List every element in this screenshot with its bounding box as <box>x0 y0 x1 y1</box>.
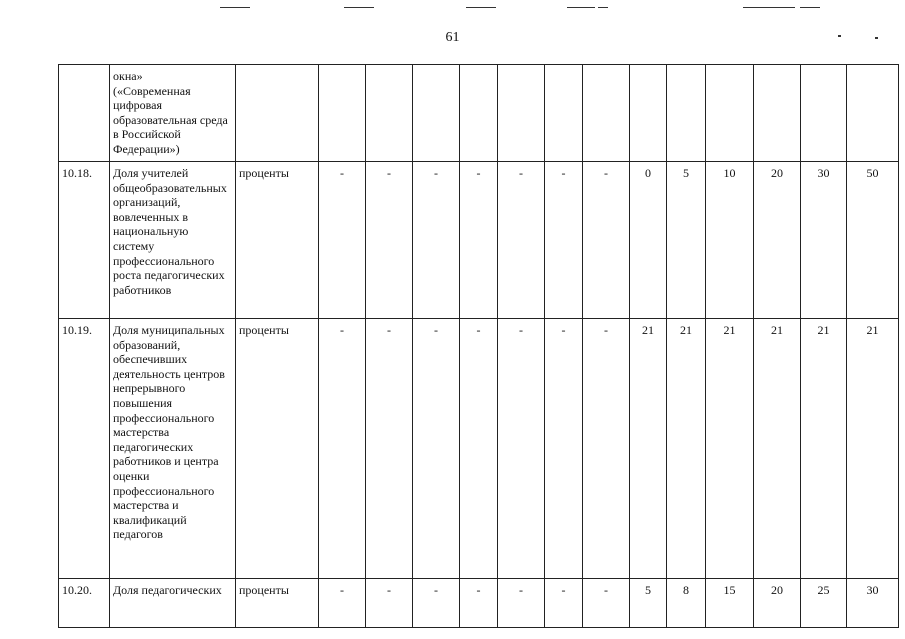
value-cell <box>319 65 366 162</box>
value-cell <box>460 65 498 162</box>
value-cell: 15 <box>706 579 754 628</box>
value-cell: 20 <box>754 579 801 628</box>
indicator-name: окна» («Современная цифровая образовательная среда в Российской Федерации») <box>110 65 236 162</box>
value-cell: 20 <box>754 162 801 319</box>
value-cell: - <box>460 579 498 628</box>
unit-cell: проценты <box>236 319 319 579</box>
row-number: 10.19. <box>59 319 110 579</box>
value-cell: - <box>460 319 498 579</box>
value-cell <box>706 65 754 162</box>
value-cell <box>754 65 801 162</box>
value-cell: - <box>545 579 583 628</box>
value-cell: 0 <box>630 162 667 319</box>
value-cell: 5 <box>667 162 706 319</box>
row-number: 10.18. <box>59 162 110 319</box>
indicator-table <box>58 64 899 628</box>
value-cell: - <box>366 162 413 319</box>
value-cell: 21 <box>667 319 706 579</box>
indicator-name: Доля учителей общеобразовательных организаций, вовлеченных в национальную систему профессионального роста педагогических работников <box>110 162 236 319</box>
value-cell: 30 <box>801 162 847 319</box>
value-cell: - <box>498 579 545 628</box>
value-cell: - <box>498 319 545 579</box>
table-body <box>59 65 899 628</box>
table-row <box>59 162 899 319</box>
value-cell: - <box>319 162 366 319</box>
value-cell: 50 <box>847 162 899 319</box>
value-cell: 8 <box>667 579 706 628</box>
value-cell: 21 <box>706 319 754 579</box>
top-rule <box>220 7 250 8</box>
top-rule <box>344 7 374 8</box>
value-cell: 30 <box>847 579 899 628</box>
indicator-name: Доля педагогических <box>110 579 236 628</box>
value-cell: - <box>460 162 498 319</box>
unit-cell: проценты <box>236 579 319 628</box>
unit-cell <box>236 65 319 162</box>
value-cell: 21 <box>847 319 899 579</box>
value-cell: - <box>545 319 583 579</box>
value-cell <box>413 65 460 162</box>
value-cell: 25 <box>801 579 847 628</box>
value-cell: - <box>583 579 630 628</box>
value-cell: - <box>583 162 630 319</box>
top-rule <box>743 7 795 8</box>
value-cell: - <box>545 162 583 319</box>
value-cell: - <box>366 319 413 579</box>
table-row <box>59 579 899 628</box>
value-cell: 21 <box>630 319 667 579</box>
value-cell: - <box>413 319 460 579</box>
value-cell <box>366 65 413 162</box>
value-cell: 21 <box>754 319 801 579</box>
unit-cell: проценты <box>236 162 319 319</box>
row-number: 10.20. <box>59 579 110 628</box>
value-cell: - <box>583 319 630 579</box>
value-cell <box>847 65 899 162</box>
value-cell <box>545 65 583 162</box>
value-cell <box>667 65 706 162</box>
value-cell: 21 <box>801 319 847 579</box>
table-row <box>59 319 899 579</box>
top-rule <box>800 7 820 8</box>
value-cell: - <box>413 579 460 628</box>
value-cell <box>630 65 667 162</box>
value-cell <box>801 65 847 162</box>
value-cell: 10 <box>706 162 754 319</box>
table-row <box>59 65 899 162</box>
top-rule <box>466 7 496 8</box>
top-rule <box>567 7 595 8</box>
top-rule <box>598 7 608 8</box>
page-number: 61 <box>445 30 460 45</box>
value-cell <box>583 65 630 162</box>
value-cell: - <box>319 319 366 579</box>
value-cell: 5 <box>630 579 667 628</box>
value-cell: - <box>366 579 413 628</box>
value-cell: - <box>498 162 545 319</box>
indicator-name: Доля муниципальных образований, обеспечивших деятельность центров непрерывного повышения профессионального мастерства педагогических работников и центра оценки профессионального мастерства и квалификаций педагогов <box>110 319 236 579</box>
value-cell <box>498 65 545 162</box>
value-cell: - <box>413 162 460 319</box>
row-number <box>59 65 110 162</box>
value-cell: - <box>319 579 366 628</box>
